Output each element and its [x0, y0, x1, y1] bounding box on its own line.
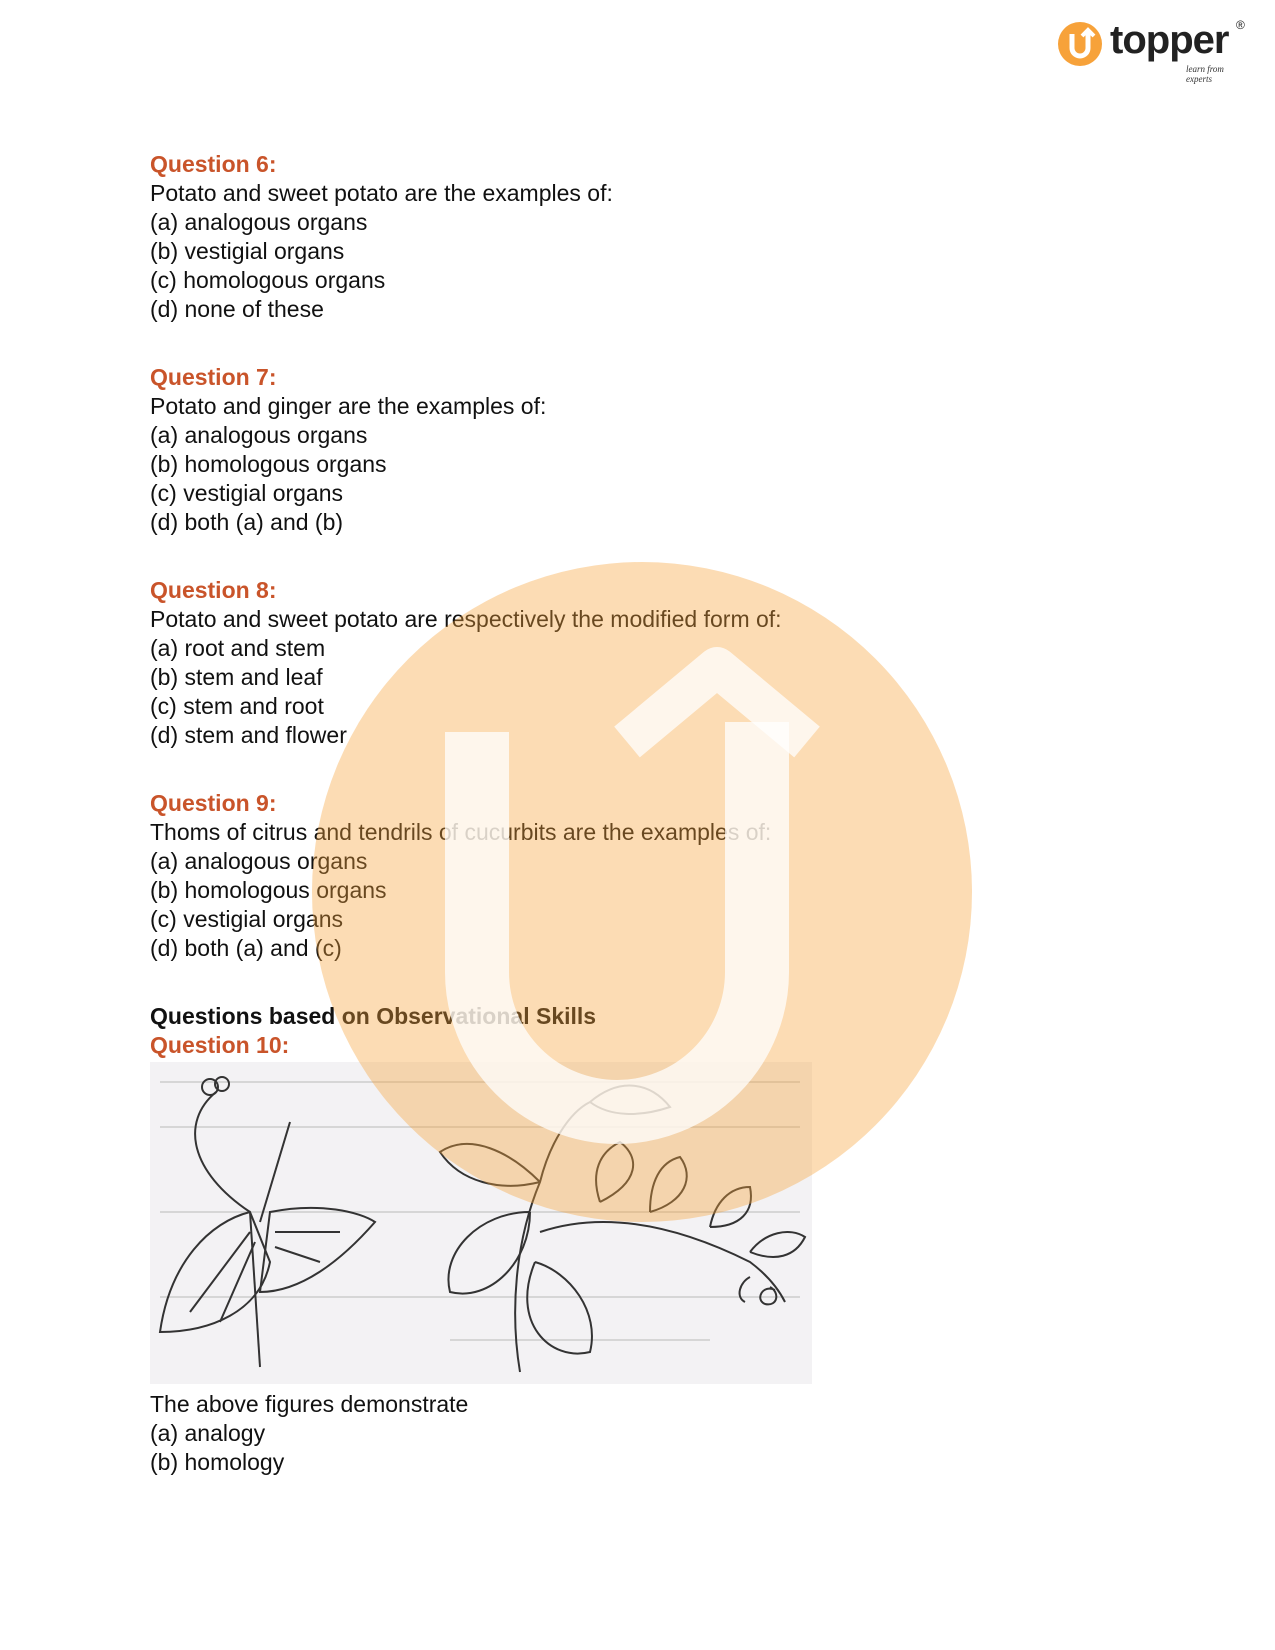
logo-tagline: learn from experts	[1186, 64, 1224, 84]
option-b: (b) homology	[150, 1449, 285, 1475]
option-b: (b) homologous organs	[150, 877, 387, 903]
question-prompt: The above figures demonstrate	[150, 1391, 469, 1417]
logo-u-icon	[1058, 22, 1102, 66]
registered-mark: ®	[1236, 18, 1245, 32]
option-c: (c) vestigial organs	[150, 906, 344, 932]
option-d: (d) none of these	[150, 296, 324, 322]
question-heading: Question 7:	[150, 364, 277, 390]
observational-section	[150, 1002, 1150, 1477]
question-8	[150, 576, 1150, 750]
question-7	[150, 363, 1150, 537]
question-heading: Question 6:	[150, 151, 277, 177]
option-a: (a) analogous organs	[150, 209, 368, 235]
option-a: (a) analogous organs	[150, 422, 368, 448]
option-b: (b) stem and leaf	[150, 664, 323, 690]
question-prompt: Potato and sweet potato are respectively the modified form of:	[150, 606, 782, 632]
question-prompt: Thoms of citrus and tendrils of cucurbits are the examples of:	[150, 819, 772, 845]
option-d: (d) both (a) and (b)	[150, 509, 344, 535]
plant-illustration-icon	[150, 1062, 812, 1384]
option-a: (a) root and stem	[150, 635, 326, 661]
question-heading: Question 10:	[150, 1032, 290, 1058]
option-d: (d) both (a) and (c)	[150, 935, 342, 961]
option-c: (c) stem and root	[150, 693, 324, 719]
option-a: (a) analogy	[150, 1420, 266, 1446]
question-heading: Question 9:	[150, 790, 277, 816]
worksheet-content	[150, 150, 1150, 1477]
plant-figure	[150, 1062, 812, 1384]
logo-wordmark: topper	[1110, 18, 1229, 62]
question-prompt: Potato and sweet potato are the examples of:	[150, 180, 613, 206]
section-heading: Questions based on Observational Skills	[150, 1003, 597, 1029]
option-c: (c) vestigial organs	[150, 480, 344, 506]
question-6	[150, 150, 1150, 324]
option-a: (a) analogous organs	[150, 848, 368, 874]
option-c: (c) homologous organs	[150, 267, 386, 293]
option-b: (b) vestigial organs	[150, 238, 345, 264]
question-heading: Question 8:	[150, 577, 277, 603]
topper-logo	[1058, 18, 1248, 84]
option-d: (d) stem and flower	[150, 722, 347, 748]
option-b: (b) homologous organs	[150, 451, 387, 477]
question-prompt: Potato and ginger are the examples of:	[150, 393, 547, 419]
question-9	[150, 789, 1150, 963]
